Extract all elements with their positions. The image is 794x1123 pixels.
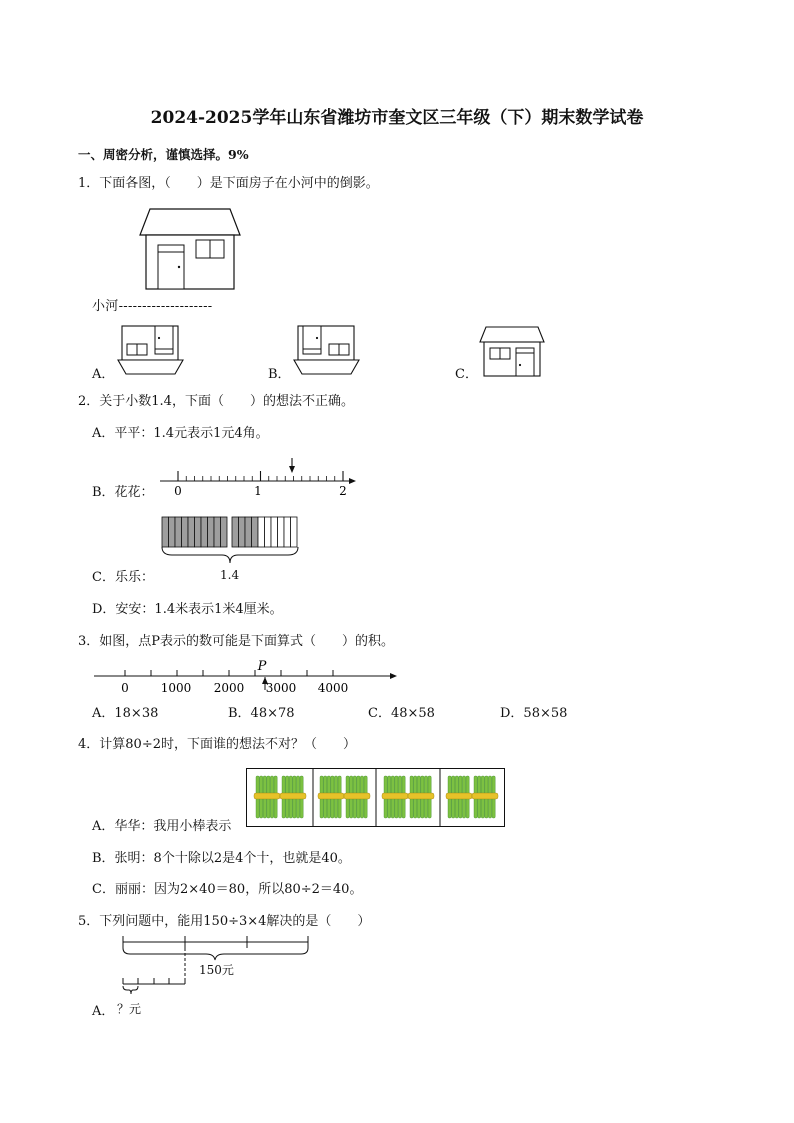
- q3-option-c[interactable]: C．48×58: [368, 706, 435, 721]
- q1-stem: 1．下面各图，（ ）是下面房子在小河中的倒影。: [78, 176, 379, 191]
- stick-bundle: [446, 776, 472, 818]
- grid-column: [208, 517, 215, 547]
- q2-number-line: [150, 456, 370, 502]
- q4-option-a[interactable]: A．华华：我用小棒表示: [92, 819, 232, 834]
- grid-column: [201, 517, 208, 547]
- grid-column: [252, 517, 259, 547]
- grid-column: [232, 517, 239, 547]
- bundle-tie: [318, 793, 344, 799]
- grid-column: [291, 517, 298, 547]
- q2-stem: 2．关于小数1.4，下面（ ）的想法不正确。: [78, 394, 354, 409]
- q5-option-a[interactable]: A．: [92, 1004, 115, 1019]
- grid-column: [169, 517, 176, 547]
- grid-column: [271, 517, 278, 547]
- q2-option-b[interactable]: B．花花：: [92, 485, 154, 500]
- grid-column: [188, 517, 195, 547]
- option-a-reflection-figure: [117, 324, 187, 376]
- option-c-house-figure: [478, 326, 546, 378]
- q1-option-a[interactable]: A．: [92, 367, 115, 382]
- q3-tick-label: 3000: [265, 681, 297, 695]
- q2-option-d[interactable]: D．安安：1.4米表示1米4厘米。: [92, 602, 283, 617]
- grid-column: [195, 517, 202, 547]
- bundle-tie: [344, 793, 370, 799]
- bundle-tie: [472, 793, 498, 799]
- decimal-grid-figure: [158, 515, 303, 565]
- grid-column: [221, 517, 228, 547]
- grid-column: [278, 517, 285, 547]
- river-label: 小河--------------------: [92, 299, 213, 314]
- grid-column: [265, 517, 272, 547]
- q2-option-c[interactable]: C．乐乐：: [92, 570, 154, 585]
- stick-bundle: [344, 776, 370, 818]
- q4-stem: 4．计算80÷2时，下面谁的想法不对？（ ）: [78, 737, 356, 752]
- q3-number-line: [90, 656, 402, 696]
- brace-label: 1.4: [220, 568, 240, 582]
- q5-stem: 5．下列问题中，能用150÷3×4解决的是（ ）: [78, 914, 371, 929]
- point-p-label: P: [257, 659, 267, 674]
- bundle-tie: [446, 793, 472, 799]
- bundle-tie: [408, 793, 434, 799]
- q3-option-b[interactable]: B．48×78: [228, 706, 295, 721]
- grid-column: [258, 517, 265, 547]
- stick-bundle: [408, 776, 434, 818]
- grid-column: [175, 517, 182, 547]
- grid-column: [284, 517, 291, 547]
- page-title: 2024-2025学年山东省潍坊市奎文区三年级（下）期末数学试卷: [150, 108, 644, 128]
- q3-stem: 3．如图，点P表示的数可能是下面算式（ ）的积。: [78, 634, 395, 649]
- grid-column: [239, 517, 246, 547]
- q3-option-d[interactable]: D．58×58: [500, 706, 568, 721]
- q1-option-b[interactable]: B．: [268, 367, 291, 382]
- option-b-reflection-figure: [293, 324, 363, 376]
- q3-tick-label: 4000: [317, 681, 349, 695]
- q4-option-b[interactable]: B．张明：8个十除以2是4个十，也就是40。: [92, 851, 351, 866]
- q1-option-c[interactable]: C．: [455, 367, 478, 382]
- q2-option-a[interactable]: A．平平：1.4元表示1元4角。: [92, 426, 269, 441]
- grid-column: [245, 517, 252, 547]
- q2-tick-label: 0: [174, 484, 182, 498]
- q3-option-a[interactable]: A．18×38: [92, 706, 159, 721]
- total-amount-label: 150元: [199, 963, 234, 977]
- stick-bundle: [254, 776, 280, 818]
- q3-tick-label: 0: [121, 681, 129, 695]
- q2-tick-label: 1: [254, 484, 262, 498]
- grid-column: [214, 517, 221, 547]
- bundle-tie: [280, 793, 306, 799]
- stick-bundle: [382, 776, 408, 818]
- stick-bundles-figure: [246, 768, 506, 828]
- grid-column: [162, 517, 169, 547]
- q3-tick-label: 1000: [160, 681, 192, 695]
- unknown-amount-label: ？元: [117, 1002, 142, 1016]
- q4-option-c[interactable]: C．丽丽：因为2×40＝80，所以80÷2＝40。: [92, 882, 363, 897]
- stick-bundle: [280, 776, 306, 818]
- bundle-tie: [382, 793, 408, 799]
- house-figure: [138, 207, 242, 291]
- q3-tick-label: 2000: [213, 681, 245, 695]
- stick-bundle: [472, 776, 498, 818]
- q2-tick-label: 2: [339, 484, 347, 498]
- grid-column: [182, 517, 189, 547]
- section-heading: 一、周密分析，谨慎选择。9%: [78, 147, 249, 162]
- stick-bundle: [318, 776, 344, 818]
- bundle-tie: [254, 793, 280, 799]
